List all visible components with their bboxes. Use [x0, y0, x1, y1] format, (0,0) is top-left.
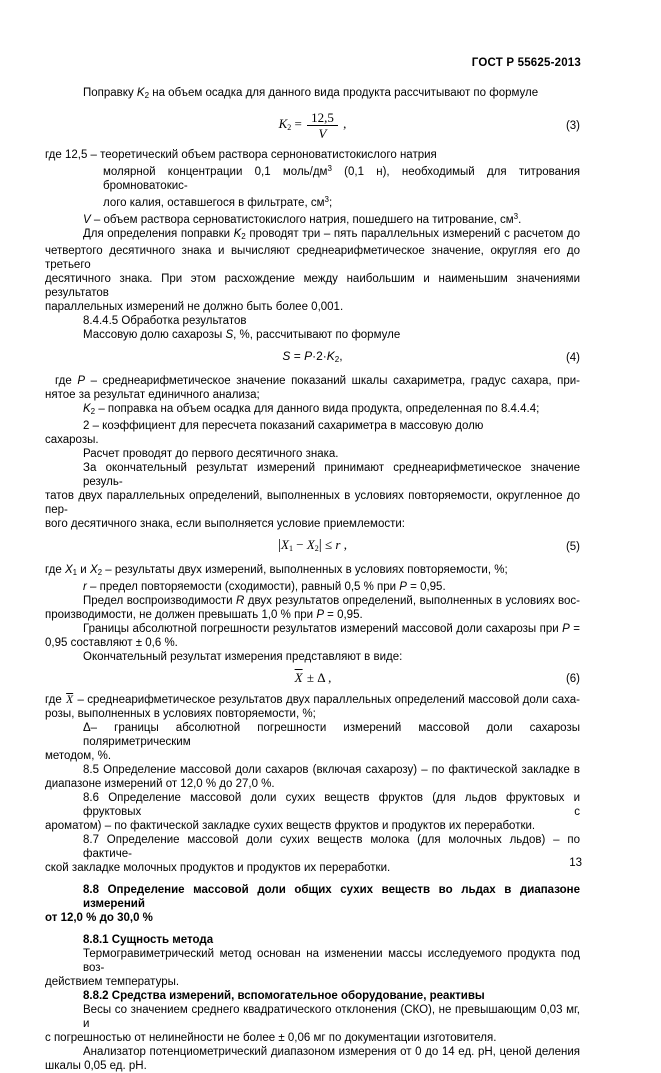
text-line: [45, 563, 580, 580]
text-line: [45, 650, 580, 664]
text-line: [45, 947, 580, 975]
text-line: [45, 86, 580, 103]
formula: [294, 670, 332, 685]
text-line: [45, 374, 580, 388]
variable: X: [306, 537, 315, 552]
text-run: Массовую долю сахарозы: [83, 329, 226, 341]
page-number: 13: [569, 857, 582, 869]
text-run: – среднеарифметическое значение показаний шкалы сахариметра, градус сахара, при-: [85, 375, 580, 387]
text-run: 1: [288, 544, 293, 553]
text-run: ,: [339, 349, 343, 363]
text-run: Δ– границы абсолютной погрешности измерений массовой доли сахарозы поляриметрическим: [83, 722, 580, 748]
text-run: где: [45, 694, 66, 706]
variable: K: [233, 228, 242, 240]
text-run: 2: [97, 568, 103, 577]
text-run: – среднеарифметическое результатов двух параллельных определений массовой доли саха-: [74, 694, 580, 706]
formula-row: [45, 538, 580, 556]
formula: [278, 537, 347, 552]
text-run: 1: [72, 568, 78, 577]
text-run: ;: [328, 197, 333, 209]
variable: K: [83, 403, 91, 415]
text-run: производимости, не должен превышать 1,0 % при: [45, 609, 317, 621]
text-line: [45, 975, 580, 989]
text-run: Весы со значением среднего квадратического отклонения (СКО), не превышающим 0,03 мг, и: [83, 1004, 580, 1030]
text-line: [45, 911, 580, 925]
text-run: лого калия, оставшегося в фильтрате, см: [103, 197, 325, 209]
text-line: [45, 193, 580, 210]
text-run: вого десятичного знака, если выполняется условие приемлемости:: [45, 518, 405, 530]
text-line: [45, 402, 580, 419]
variable: P: [562, 623, 570, 635]
document-header-standard-number: ГОСТ Р 55625-2013: [471, 57, 581, 69]
variable: X: [281, 537, 289, 552]
text-run: =: [291, 116, 306, 132]
text-run: 2: [287, 123, 292, 133]
text-run: Предел воспроизводимости: [83, 595, 236, 607]
text-run: параллельных измерений не должно быть более 0,001.: [45, 301, 344, 313]
variable: R: [236, 595, 245, 607]
text-run: 2: [90, 407, 96, 416]
text-line: [45, 622, 580, 636]
text-run: 8.6 Определение массовой доли сухих веществ фруктов (для льдов фруктовых и фруктовых с: [83, 792, 580, 818]
variable: V: [83, 214, 91, 226]
text-run: двух результатов определений, выполненных в условиях вос-: [244, 595, 580, 607]
text-line: [45, 1045, 580, 1059]
text-line: [45, 707, 580, 721]
text-run: с погрешностью от нелинейности не более ± 0,06 мг по документации изготовителя.: [45, 1032, 497, 1044]
text-run: действием температуры.: [45, 976, 180, 988]
text-line: [45, 148, 580, 162]
variable: P: [77, 375, 86, 387]
text-run: методом, %.: [45, 750, 112, 762]
variable: S: [225, 329, 234, 341]
text-run: где: [55, 375, 78, 387]
text-line: [45, 328, 580, 342]
formula-row: [45, 349, 580, 367]
text-run: сахарозы.: [45, 434, 99, 446]
text-run: – предел повторяемости (сходимости), равный 0,5 % при: [86, 581, 400, 593]
equation-number: (6): [565, 672, 580, 685]
text-run: , %, рассчитывают по формуле: [233, 329, 401, 341]
text-run: Окончательный результат измерения представляют в виде:: [83, 651, 403, 663]
text-line: [45, 227, 580, 244]
variable: r: [335, 537, 341, 552]
text-run: розы, выполненных в условиях повторяемости, %;: [45, 708, 316, 720]
text-run: ской закладке молочных продуктов и продуктов их переработки.: [45, 862, 391, 874]
text-run: 2: [314, 544, 319, 553]
text-run: 2 – коэффициент для пересчета показаний сахариметра в массовую долю: [83, 420, 484, 432]
text-run: |: [278, 537, 282, 553]
text-run: – объем раствора серноватистокислого натрия, пошедшего на титрование, см: [90, 214, 514, 226]
text-run: За окончательный результат измерений принимают среднеарифметическое значение резуль-: [83, 462, 580, 488]
text-run: 8.8.2 Средства измерений, вспомогательное оборудование, реактивы: [83, 990, 485, 1002]
text-run: молярной концентрации 0,1 моль/дм: [103, 166, 328, 178]
text-line: [45, 933, 580, 947]
text-line: [45, 461, 580, 489]
text-line: [45, 1031, 580, 1045]
text-run: −: [292, 537, 307, 552]
text-line: [45, 162, 580, 193]
text-line: [45, 447, 580, 461]
text-run: 8.7 Определение массовой доли сухих веществ молока (для молочных льдов) – по фактиче-: [83, 834, 580, 860]
text-run: 2: [334, 355, 340, 364]
text-run: Анализатор потенциометрический диапазоном измерения от 0 до 14 ед. pH, ценой деления: [83, 1046, 580, 1058]
text-line: [45, 419, 580, 433]
text-line: [45, 594, 580, 608]
text-line: [45, 791, 580, 819]
text-line: [45, 300, 580, 314]
text-run: проводят три – пять параллельных измерений с расчетом до: [245, 228, 580, 240]
text-run: где 12,5 – теоретический объем раствора серноноватистокислого натрия: [45, 149, 437, 161]
text-run: и: [77, 564, 90, 576]
variable: K: [326, 349, 335, 363]
text-run: 2: [241, 232, 246, 241]
variable: r: [83, 581, 87, 593]
text-run: Расчет проводят до первого десятичного знака.: [83, 448, 339, 460]
text-line: [45, 244, 580, 272]
variable: P: [399, 581, 407, 593]
text-run: где: [45, 564, 65, 576]
text-run: татов двух параллельных определений, выполненных в условиях повторяемости, округленное до пер-: [45, 490, 580, 516]
text-run: десятичного знака. При этом расхождение между наибольшим и наименьшим значениями результатов: [45, 273, 580, 299]
text-line: [45, 608, 580, 622]
text-run: = 0,95.: [323, 609, 363, 621]
text-run: Для определения поправки: [83, 228, 234, 240]
text-run: ,: [339, 116, 347, 132]
text-run: – поправка на объем осадка для данного вида продукта, определенная по 8.4.4.4;: [95, 403, 540, 415]
text-run: 2: [144, 91, 150, 100]
variable: S: [282, 349, 291, 363]
text-run: шкалы 0,05 ед. pH.: [45, 1060, 147, 1072]
text-run: ± Δ ,: [303, 670, 332, 685]
text-line: [45, 883, 580, 911]
variable: V: [318, 126, 327, 141]
text-line: [45, 749, 580, 763]
text-run: 8.5 Определение массовой доли сахаров (включая сахарозу) – по фактической закладке в: [83, 764, 580, 776]
text-run: = 0,95.: [406, 581, 446, 593]
text-line: [45, 763, 580, 777]
equation-number: (5): [565, 541, 580, 553]
formula-row: [45, 671, 580, 686]
formula: [278, 110, 347, 141]
variable: P: [304, 349, 313, 363]
variable: X: [64, 564, 73, 576]
text-run: ·2·: [312, 349, 327, 363]
text-run: четвертого десятичного знака и вычисляют среднеарифметическое значение, округляя его до третьего: [45, 245, 580, 271]
text-line: [45, 819, 580, 833]
text-run: ≤: [321, 537, 336, 552]
text-run: |: [318, 537, 322, 553]
text-run: 3: [513, 212, 519, 221]
formula: [282, 349, 342, 363]
text-line: [45, 833, 580, 861]
text-line: [45, 388, 580, 402]
text-run: – результаты двух измерений, выполненных в условиях повторяемости, %;: [102, 564, 508, 576]
text-line: [45, 272, 580, 300]
text-run: нятое за результат единичного анализа;: [45, 389, 260, 401]
text-run: 3: [324, 195, 329, 204]
document-lines: [45, 86, 580, 1073]
equation-number: (3): [565, 119, 580, 132]
text-run: Поправку: [83, 87, 137, 99]
text-run: 8.8.1 Сущность метода: [83, 934, 214, 946]
text-run: =: [290, 349, 305, 363]
text-line: [45, 433, 580, 447]
text-run: Границы абсолютной погрешности результатов измерений массовой доли сахарозы при: [83, 623, 563, 635]
text-line: [45, 1059, 580, 1073]
formula-row: [45, 110, 580, 141]
text-run: Термогравиметрический метод основан на изменении массы исследуемого продукта под воз-: [83, 948, 580, 974]
text-run: 8.4.4.5 Обработка результатов: [83, 315, 247, 327]
text-run: =: [569, 623, 580, 635]
text-line: [45, 721, 580, 749]
vertical-spacer: [45, 875, 580, 883]
text-line: [45, 861, 580, 875]
text-run: 8.8 Определение массовой доли общих сухих веществ во льдах в диапазоне измерений: [83, 884, 580, 910]
text-run: диапазоне измерений от 12,0 % до 27,0 %.: [45, 778, 275, 790]
text-run: 3: [327, 164, 332, 173]
variable: K: [136, 87, 145, 99]
variable: X: [89, 564, 98, 576]
text-run: $\overline{X}$: [66, 694, 74, 706]
text-line: [45, 314, 580, 328]
text-line: [45, 580, 580, 594]
text-line: [45, 636, 580, 650]
variable: P: [316, 609, 324, 621]
text-line: [45, 489, 580, 517]
text-run: $\overline{X}$: [294, 670, 303, 685]
equation-number: (4): [565, 352, 580, 364]
variable: K: [278, 116, 288, 132]
text-run: ароматом) – по фактической закладке сухих веществ фруктов и продуктов их переработки.: [45, 820, 536, 832]
text-line: [45, 989, 580, 1003]
fraction: [307, 110, 338, 141]
text-run: .: [518, 214, 522, 226]
text-line: [45, 777, 580, 791]
text-run: на объем осадка для данного вида продукта рассчитывают по формуле: [149, 87, 539, 99]
fraction-numerator: 12,5: [307, 110, 338, 126]
text-run: 0,95 составляют ± 0,6 %.: [45, 637, 178, 649]
text-line: [45, 210, 580, 227]
text-line: [45, 1003, 580, 1031]
text-run: от 12,0 % до 30,0 %: [45, 912, 153, 924]
text-line: [45, 693, 580, 707]
vertical-spacer: [45, 925, 580, 933]
text-line: [45, 517, 580, 531]
text-run: ,: [340, 537, 347, 552]
fraction-denominator: [307, 126, 338, 141]
text-run: (0,1 н), необходимый для титрования бромноватокис-: [103, 166, 580, 192]
